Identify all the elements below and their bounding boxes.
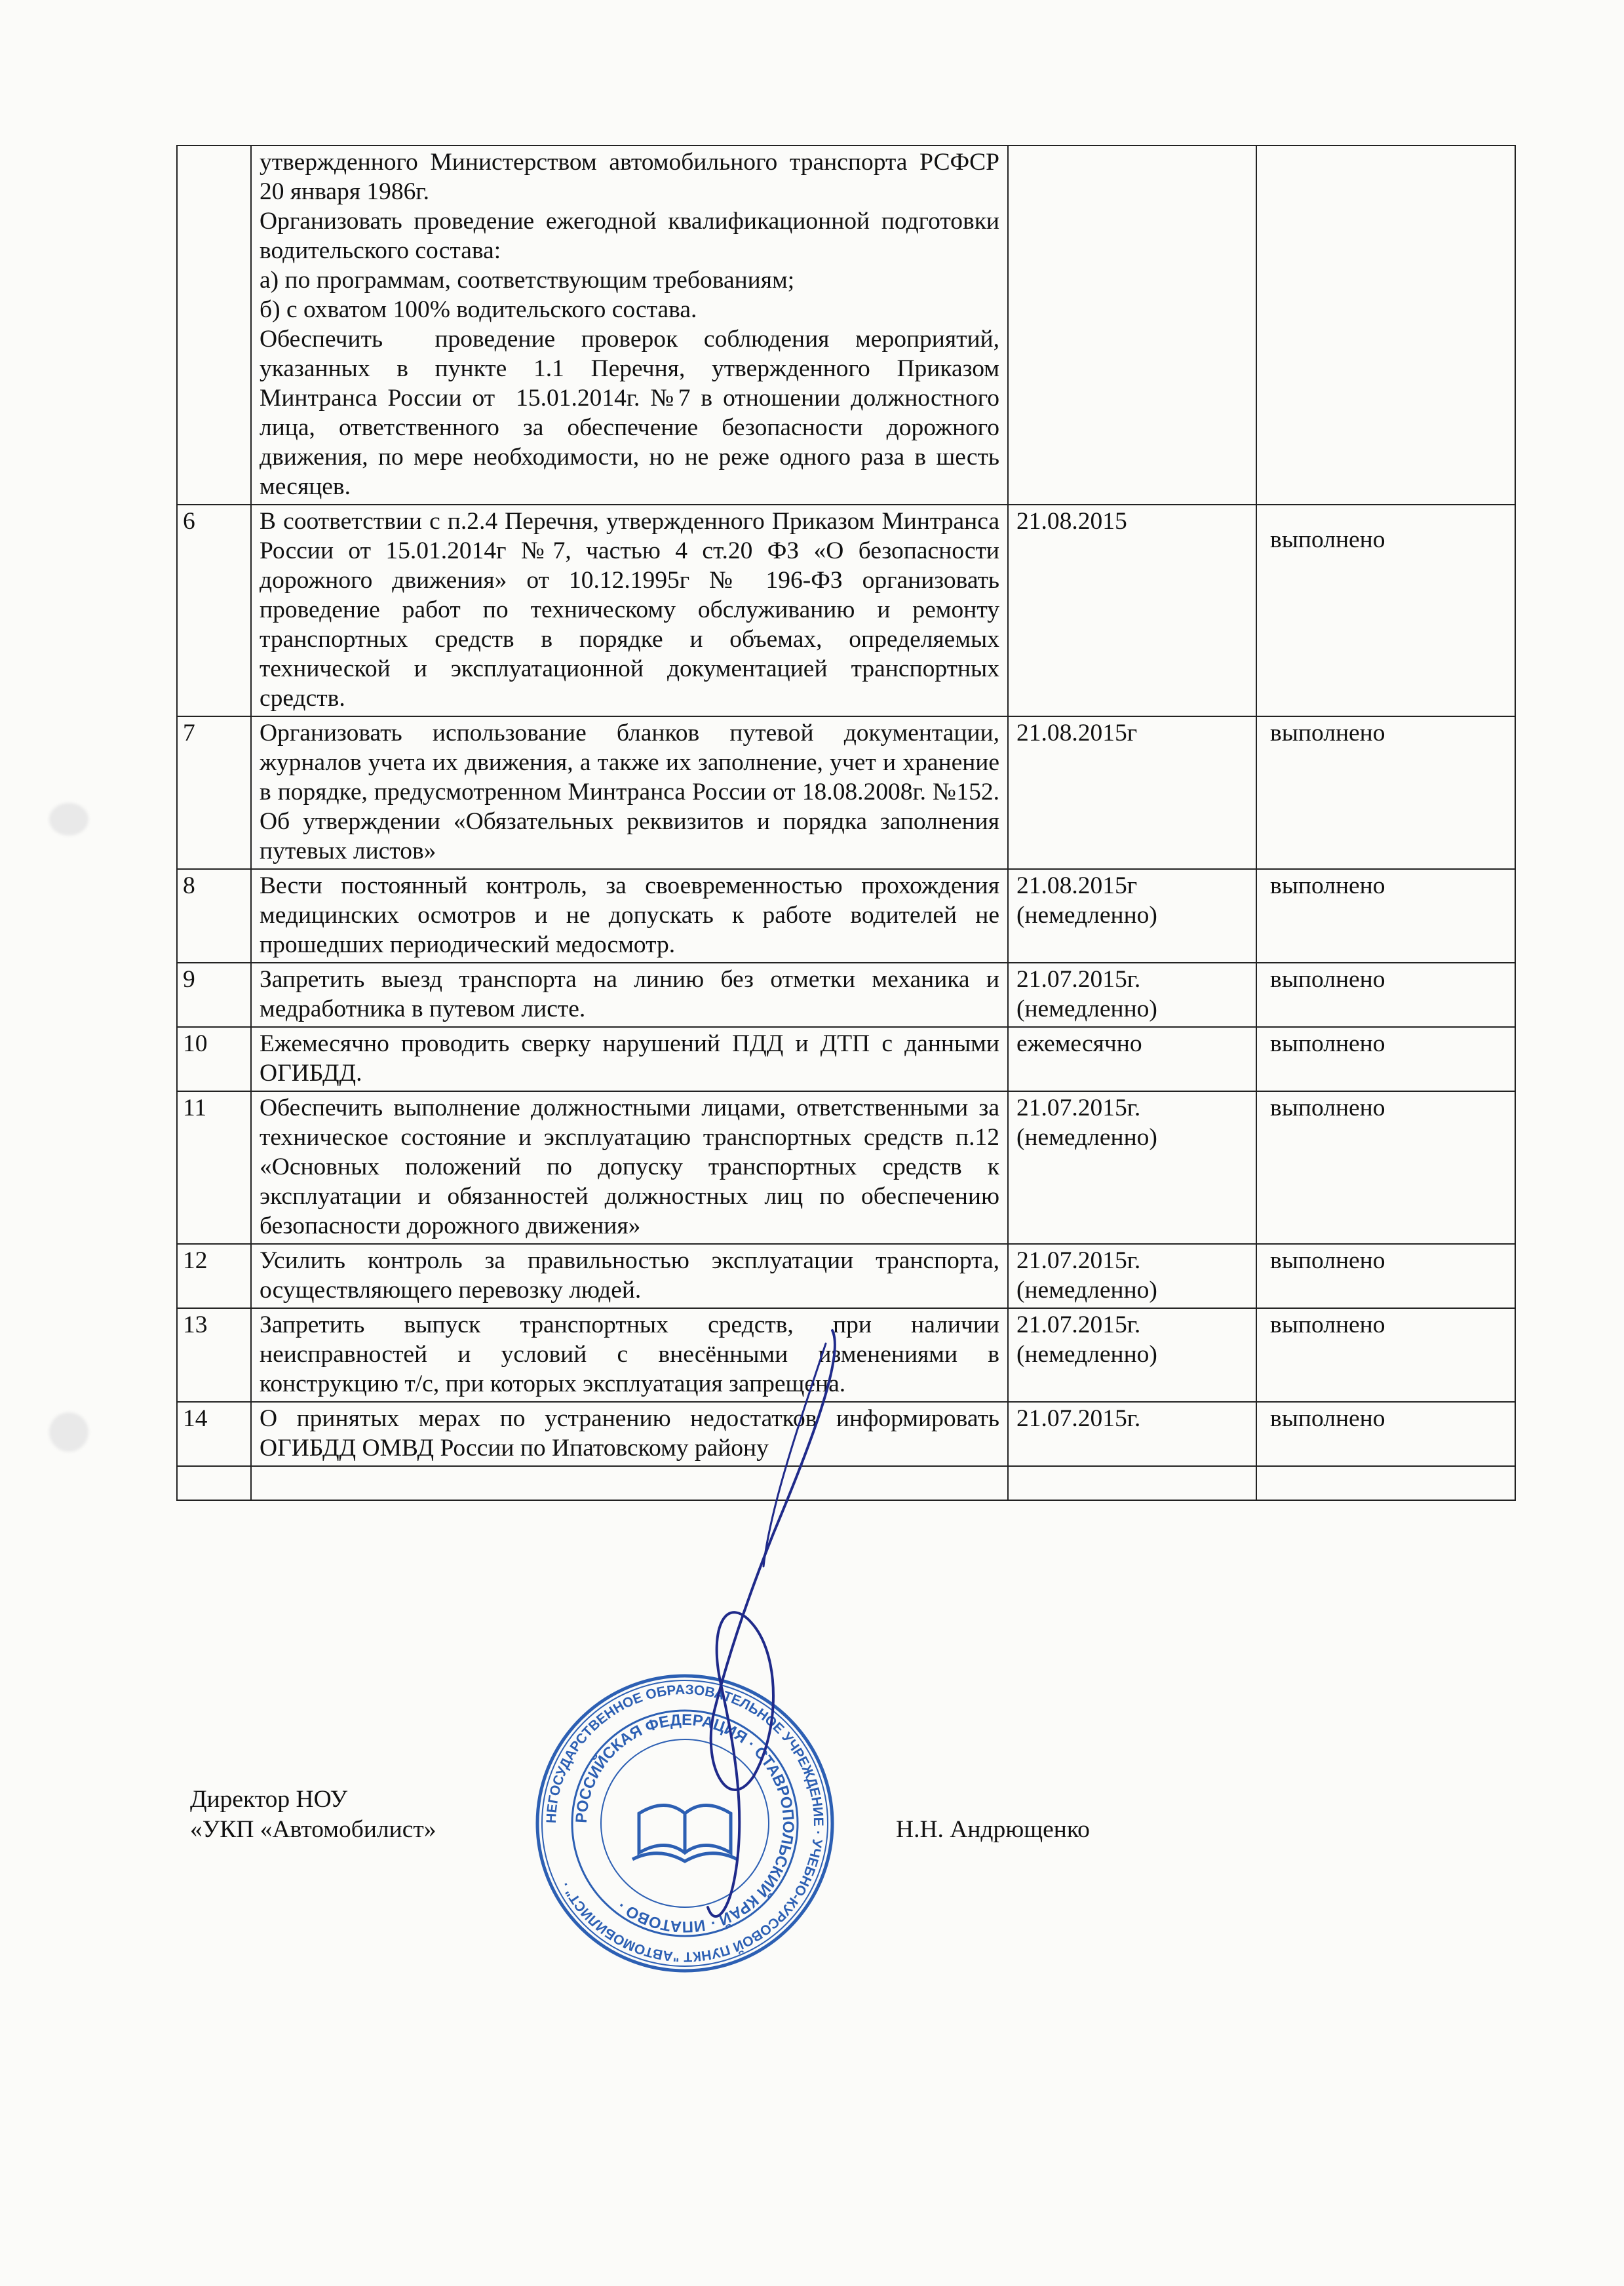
measure-text-content: Усилить контроль за правильностью эксплуатации транспорта, осуществляющего перевозку людей. [260, 1247, 1006, 1304]
status-cell [1256, 145, 1515, 505]
table-row [177, 1244, 1515, 1308]
row-number: 11 [177, 1091, 251, 1244]
deadline-cell [1008, 1466, 1256, 1500]
measure-text [251, 145, 1008, 505]
punch-hole-bottom [49, 1412, 88, 1452]
row-number [177, 1466, 251, 1500]
deadline-cell: 21.07.2015г. (немедленно) [1008, 1244, 1256, 1308]
row-number: 6 [177, 505, 251, 716]
row-number: 14 [177, 1402, 251, 1466]
measure-text [251, 716, 1008, 869]
table-row [177, 869, 1515, 963]
stamp-outer-text: НЕГОСУДАРСТВЕННОЕ ОБРАЗОВАТЕЛЬНОЕ УЧРЕЖДЕНИЕ · УЧЕБНО-КУРСОВОЙ ПУНКТ "АВТОМОБИЛИСТ" · [543, 1682, 826, 1965]
row-number: 7 [177, 716, 251, 869]
measure-text-content: О принятых мерах по устранению недостатков информировать ОГИБДД ОМВД России по Ипатовскому району [260, 1405, 1006, 1462]
measure-text [251, 1244, 1008, 1308]
status-cell: выполнено [1256, 1402, 1515, 1466]
status-cell: выполнено [1256, 869, 1515, 963]
measure-text [251, 1091, 1008, 1244]
table-row [177, 1091, 1515, 1244]
measure-text-content: Запретить выпуск транспортных средств, при наличии неисправностей и условий с внесёнными изменениями в конструкцию т/с, при которых эксплуатация запрещена. [260, 1311, 1006, 1397]
deadline-cell: 21.08.2015 [1008, 505, 1256, 716]
deadline-cell: 21.08.2015г [1008, 716, 1256, 869]
status-cell: выполнено [1256, 1091, 1515, 1244]
table-row [177, 505, 1515, 716]
director-title [190, 1785, 436, 1845]
deadline-cell: 21.08.2015г (немедленно) [1008, 869, 1256, 963]
measures-table [176, 145, 1516, 1501]
director-title-line1: Директор НОУ [190, 1786, 348, 1813]
row-number: 12 [177, 1244, 251, 1308]
measure-text-content: утвержденного Министерством автомобильного транспорта РСФСР 20 января 1986г. Организовать проведение ежегодной квалификационной подготовки водительского состава: а) по программам, соответствующим требованиям; б) с охватом 100% водительского состава. Обеспечить проведение проверок соблюдения мероприятий, указанных в пункте 1.1 Перечня, утвержденного Приказом Минтранса России от 15.01.2014г. №7 в отношении должностного лица, ответственного за обеспечение безопасности дорожного движения, по мере необходимости, но не реже одного раза в шесть месяцев. [260, 149, 999, 500]
row-number [177, 145, 251, 505]
director-signature [629, 1317, 957, 1940]
stamp-inner-text: РОССИЙСКАЯ ФЕДЕРАЦИЯ · СТАВРОПОЛЬСКИЙ КРАЙ · ИПАТОВО · [572, 1711, 798, 1936]
status-cell: выполнено [1256, 1027, 1515, 1091]
table-row [177, 716, 1515, 869]
measure-text-content: Ежемесячно проводить сверку нарушений ПДД и ДТП с данными ОГИБДД. [260, 1030, 1006, 1087]
deadline-cell: 21.07.2015г. (немедленно) [1008, 1091, 1256, 1244]
status-cell: выполнено [1256, 505, 1515, 716]
status-cell: выполнено [1256, 716, 1515, 869]
deadline-cell [1008, 145, 1256, 505]
measure-text-content: Обеспечить выполнение должностными лицами, ответственными за техническое состояние и эксплуатацию транспортных средств п.12 «Основных положений по допуску транспортных средств к эксплуатации и обязанностей должностных лиц по обеспечению безопасности дорожного движения» [260, 1095, 1006, 1239]
measure-text [251, 505, 1008, 716]
status-cell [1256, 1466, 1515, 1500]
status-cell: выполнено [1256, 1244, 1515, 1308]
row-number: 10 [177, 1027, 251, 1091]
measure-text [251, 1027, 1008, 1091]
director-name: Н.Н. Андрющенко [896, 1816, 1090, 1843]
table-row [177, 1027, 1515, 1091]
measure-text-content: В соответствии с п.2.4 Перечня, утвержденного Приказом Минтранса России от 15.01.2014г №7, частью 4 ст.20 ФЗ «О безопасности дорожного движения» от 10.12.1995г № 196-ФЗ организовать проведение работ по техническому обслуживанию и ремонту транспортных средств в порядке и объемах, определяемых технической и эксплуатационной документацией транспортных средств. [260, 508, 1006, 712]
deadline-cell: 21.07.2015г. (немедленно) [1008, 1308, 1256, 1402]
director-title-line2: «УКП «Автомобилист» [190, 1816, 436, 1843]
row-number: 9 [177, 963, 251, 1027]
deadline-cell: 21.07.2015г. [1008, 1402, 1256, 1466]
table-row [177, 145, 1515, 505]
deadline-cell: 21.07.2015г. (немедленно) [1008, 963, 1256, 1027]
deadline-cell: ежемесячно [1008, 1027, 1256, 1091]
table-row [177, 963, 1515, 1027]
measure-text [251, 869, 1008, 963]
row-number: 13 [177, 1308, 251, 1402]
measure-text-content: Организовать использование бланков путевой документации, журналов учета их движения, а также их заполнение, учет и хранение в порядке, предусмотренном Минтранса России от 18.08.2008г. №152. Об утверждении «Обязательных реквизитов и порядка заполнения путевых листов» [260, 720, 1006, 864]
measure-text-content: Вести постоянный контроль, за своевременностью прохождения медицинских осмотров и не допускать к работе водителей не прошедших периодический медосмотр. [260, 872, 1006, 958]
status-cell: выполнено [1256, 1308, 1515, 1402]
status-cell: выполнено [1256, 963, 1515, 1027]
measure-text [251, 963, 1008, 1027]
punch-hole-top [49, 803, 88, 836]
row-number: 8 [177, 869, 251, 963]
measure-text-content: Запретить выезд транспорта на линию без отметки механика и медработника в путевом листе. [260, 966, 1006, 1022]
